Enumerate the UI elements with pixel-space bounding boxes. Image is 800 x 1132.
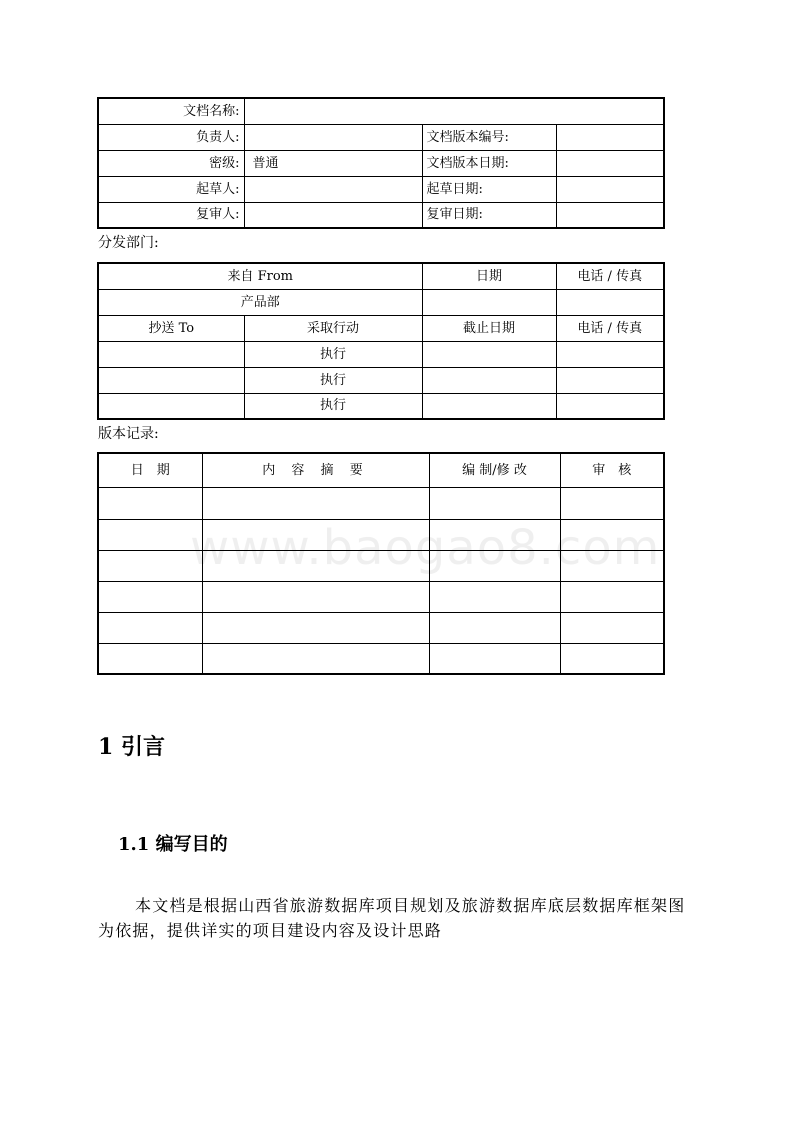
action-header: 采取行动 [244,315,422,341]
action-cell[interactable]: 执行 [244,367,422,393]
version-date-value[interactable] [556,150,664,176]
vr-date-header: 日 期 [98,453,202,487]
phone-cell[interactable] [556,367,664,393]
heading-purpose: 1.1 编写目的 [118,834,228,855]
distribution-section-label: 分发部门: [98,235,159,251]
deadline-cell[interactable] [422,341,556,367]
deadline-cell[interactable] [422,367,556,393]
secret-value[interactable]: 普通 [244,150,422,176]
cc-header: 抄送 To [98,315,244,341]
owner-label: 负责人: [98,124,244,150]
vr-cell[interactable] [560,581,664,612]
phone-cell[interactable] [556,341,664,367]
version-record-section-label: 版本记录: [98,426,159,442]
secret-label: 密级: [98,150,244,176]
owner-value[interactable] [244,124,422,150]
version-no-value[interactable] [556,124,664,150]
phone-fax-header-2: 电话 / 传真 [556,315,664,341]
drafter-label: 起草人: [98,176,244,202]
drafter-value[interactable] [244,176,422,202]
table-row [98,487,664,519]
version-no-label: 文档版本编号: [422,124,556,150]
vr-cell[interactable] [560,487,664,519]
from-header: 来自 From [98,263,422,289]
vr-editor-header: 编 制/修 改 [429,453,560,487]
review-date-label: 复审日期: [422,202,556,228]
vr-cell[interactable] [98,487,202,519]
table-row [98,393,664,419]
action-cell[interactable]: 执行 [244,341,422,367]
action-cell[interactable]: 执行 [244,393,422,419]
cc-cell[interactable] [98,393,244,419]
doc-name-label: 文档名称: [98,98,244,124]
phone-fax-header: 电话 / 传真 [556,263,664,289]
reviewer-label: 复审人: [98,202,244,228]
watermark: www.baogao8.com [190,520,661,576]
vr-cell[interactable] [429,487,560,519]
from-date-value[interactable] [422,289,556,315]
phone-cell[interactable] [556,393,664,419]
table-row [98,581,664,612]
vr-cell[interactable] [202,612,429,643]
review-date-value[interactable] [556,202,664,228]
vr-cell[interactable] [98,581,202,612]
table-row [98,341,664,367]
vr-cell[interactable] [202,487,429,519]
vr-cell[interactable] [560,612,664,643]
vr-cell[interactable] [560,643,664,674]
table-row [98,367,664,393]
vr-cell[interactable] [98,550,202,581]
version-date-label: 文档版本日期: [422,150,556,176]
cc-cell[interactable] [98,341,244,367]
deadline-header: 截止日期 [422,315,556,341]
vr-cell[interactable] [98,612,202,643]
table-row [98,643,664,674]
draft-date-value[interactable] [556,176,664,202]
heading-introduction: 1 引言 [98,734,165,760]
vr-cell[interactable] [429,643,560,674]
vr-cell[interactable] [429,612,560,643]
distribution-table [97,262,665,420]
vr-cell[interactable] [98,643,202,674]
vr-cell[interactable] [202,581,429,612]
vr-review-header: 审 核 [560,453,664,487]
vr-cell[interactable] [202,643,429,674]
from-phone-value[interactable] [556,289,664,315]
cc-cell[interactable] [98,367,244,393]
reviewer-value[interactable] [244,202,422,228]
doc-name-value[interactable] [244,98,664,124]
vr-cell[interactable] [98,519,202,550]
from-value[interactable]: 产品部 [98,289,422,315]
doc-info-table [97,97,665,229]
table-row [98,612,664,643]
vr-summary-header: 内 容 摘 要 [202,453,429,487]
purpose-paragraph: 本文档是根据山西省旅游数据库项目规划及旅游数据库底层数据库框架图为依据，提供详实的项目建设内容及设计思路 [98,896,686,940]
deadline-cell[interactable] [422,393,556,419]
draft-date-label: 起草日期: [422,176,556,202]
date-header: 日期 [422,263,556,289]
vr-cell[interactable] [429,581,560,612]
